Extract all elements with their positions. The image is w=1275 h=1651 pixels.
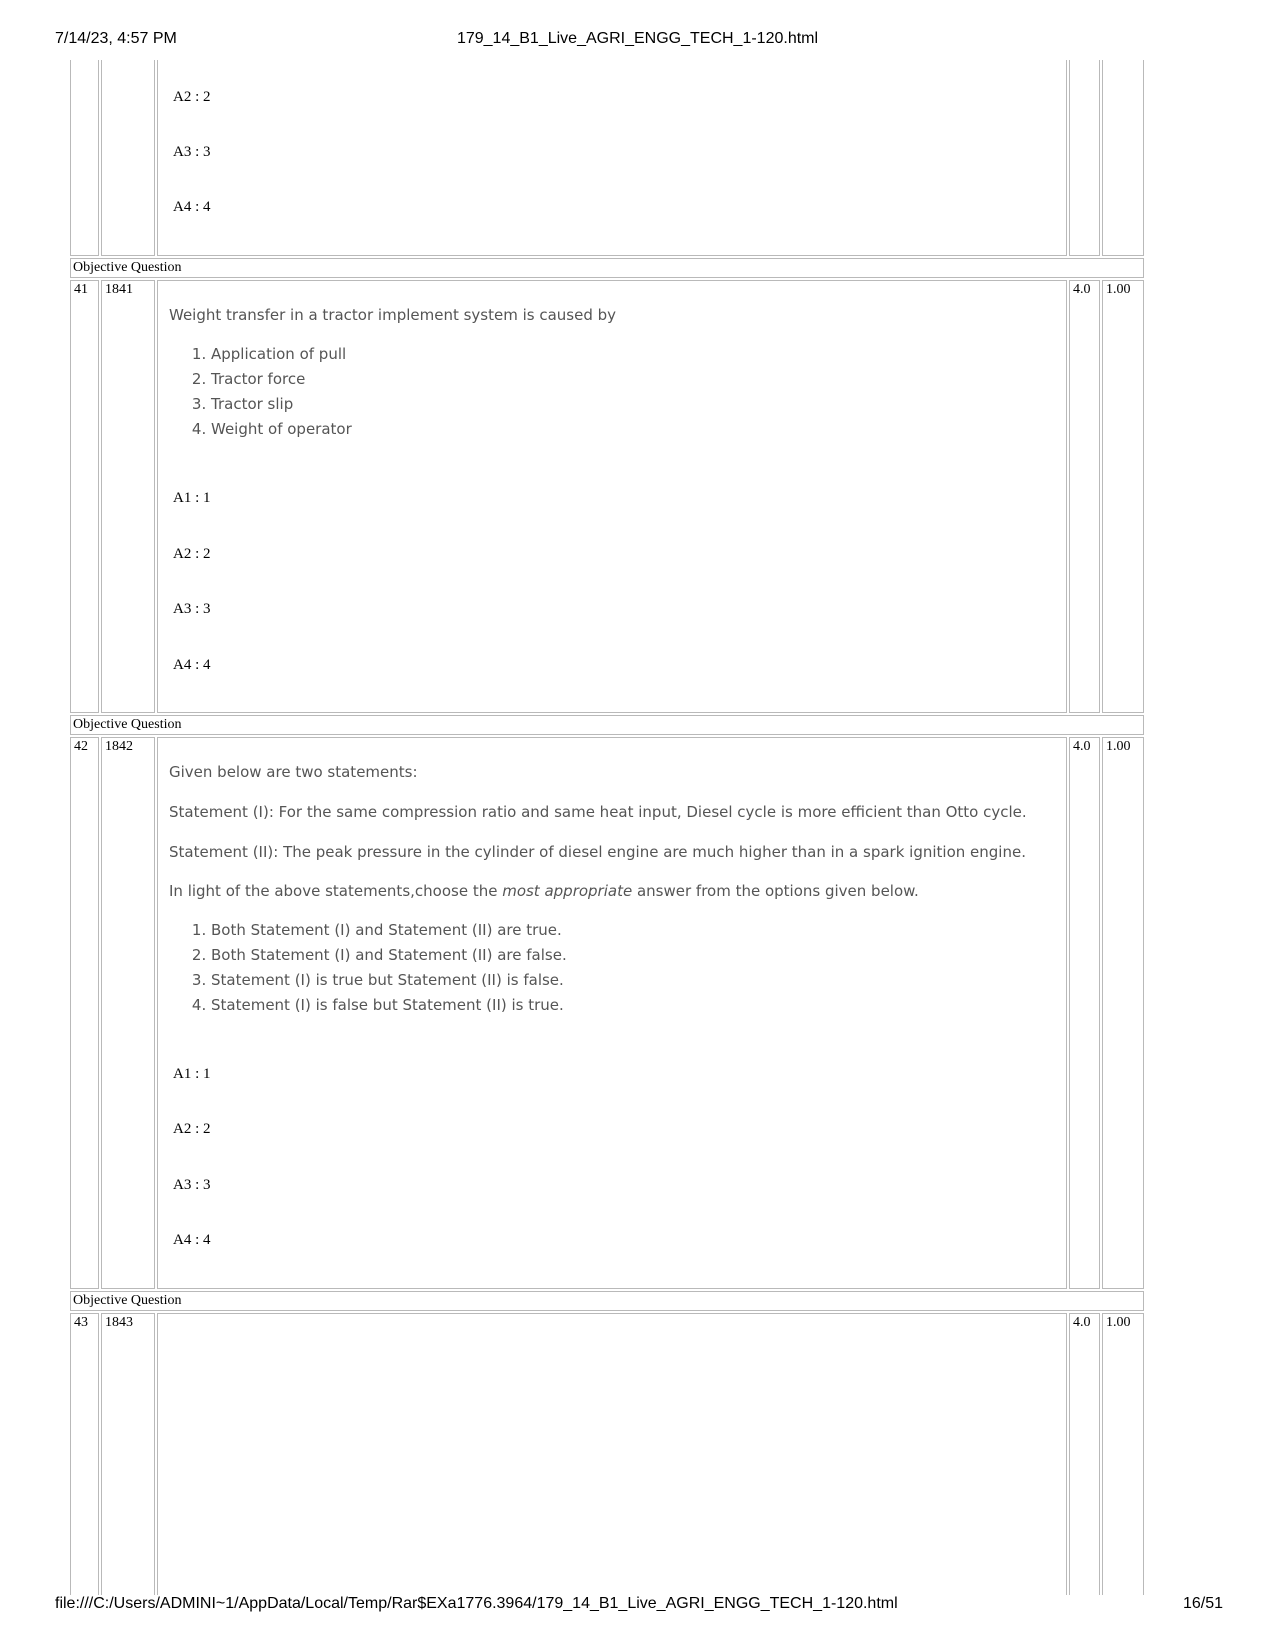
question-negative-marks: 1.00 xyxy=(1102,737,1144,1289)
answer-option: A1 : 1 xyxy=(173,1066,211,1082)
section-label: Objective Question xyxy=(70,258,1144,278)
marks-cell xyxy=(1069,60,1100,256)
print-datetime: 7/14/23, 4:57 PM xyxy=(55,30,177,47)
print-title: 179_14_B1_Live_AGRI_ENGG_TECH_1-120.html xyxy=(456,30,819,47)
print-page-number: 16/51 xyxy=(1182,1595,1223,1612)
answer-option: A2 : 2 xyxy=(173,546,211,562)
question-negative-marks: 1.00 xyxy=(1102,1313,1144,1595)
answer-option: A1 : 1 xyxy=(173,490,211,506)
answer-option: A4 : 4 xyxy=(173,657,211,673)
section-label: Objective Question xyxy=(70,1291,1144,1311)
negative-cell xyxy=(1102,60,1144,256)
answer-option: A3 : 3 xyxy=(173,144,211,160)
print-file-path: file:///C:/Users/ADMINI~1/AppData/Local/Temp/Rar$EXa1776.3964/179_14_B1_Live_AGRI_ENGG_TECH_1-120.html xyxy=(55,1595,898,1612)
question-marks: 4.0 xyxy=(1069,1313,1100,1595)
question-id: 1841 xyxy=(101,280,155,713)
question-id: 1843 xyxy=(101,1313,155,1595)
question-cell xyxy=(157,60,1067,256)
instruction-emphasis: most appropriate xyxy=(502,882,633,900)
choice-item: 4. Statement (I) is false but Statement (II) is true. xyxy=(211,993,567,1018)
instruction-text: In light of the above statements,choose the xyxy=(169,882,503,900)
answer-option: A4 : 4 xyxy=(173,199,211,215)
answer-option: A2 : 2 xyxy=(173,89,211,105)
question-number: 41 xyxy=(70,280,99,713)
question-number: 42 xyxy=(70,737,99,1289)
instruction-text: answer from the options given below. xyxy=(632,882,919,900)
qid-cell xyxy=(101,60,155,256)
question-marks: 4.0 xyxy=(1069,280,1100,713)
choice-item: 2. Both Statement (I) and Statement (II) are false. xyxy=(211,943,567,968)
question-number: 43 xyxy=(70,1313,99,1595)
choice-item: 2. Tractor force xyxy=(211,367,352,392)
choice-item: 3. Statement (I) is true but Statement (II) is false. xyxy=(211,968,567,993)
question-negative-marks: 1.00 xyxy=(1102,280,1144,713)
answer-option: A2 : 2 xyxy=(173,1121,211,1137)
statement-two: Statement (II): The peak pressure in the cylinder of diesel engine are much higher than in a spark ignition engine. xyxy=(169,843,1026,861)
answer-option: A3 : 3 xyxy=(173,601,211,617)
question-instruction xyxy=(169,882,919,900)
statement-one: Statement (I): For the same compression ratio and same heat input, Diesel cycle is more efficient than Otto cycle. xyxy=(169,803,1027,821)
section-label: Objective Question xyxy=(70,715,1144,735)
question-marks: 4.0 xyxy=(1069,737,1100,1289)
answer-option: A4 : 4 xyxy=(173,1232,211,1248)
answer-option: A3 : 3 xyxy=(173,1177,211,1193)
choice-item: 1. Application of pull xyxy=(211,342,352,367)
choice-item: 4. Weight of operator xyxy=(211,417,352,442)
choice-list xyxy=(169,342,352,442)
question-cell xyxy=(157,1313,1067,1595)
question-table xyxy=(70,60,1203,1595)
choice-item: 1. Both Statement (I) and Statement (II) are true. xyxy=(211,918,567,943)
question-stem: Weight transfer in a tractor implement system is caused by xyxy=(169,306,617,324)
choice-list xyxy=(169,918,567,1018)
question-id: 1842 xyxy=(101,737,155,1289)
sno-cell xyxy=(70,60,99,256)
choice-item: 3. Tractor slip xyxy=(211,392,352,417)
question-intro: Given below are two statements: xyxy=(169,763,418,781)
